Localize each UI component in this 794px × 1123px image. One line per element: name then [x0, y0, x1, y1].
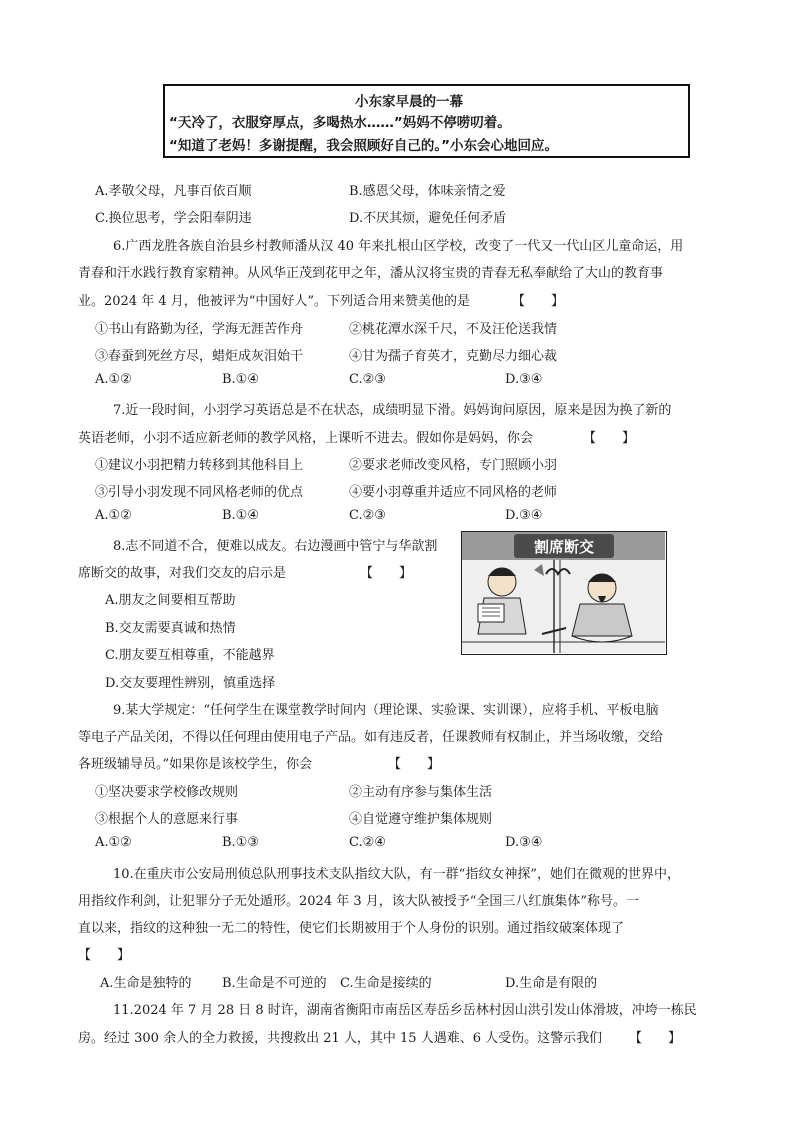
q10-stem-line-3: 直以来，指纹的这种独一无二的特性，使它们长期被用于个人身份的识别。通过指纹破案体现了: [78, 921, 625, 936]
q8-option-c[interactable]: C.朋友要互相尊重，不能越界: [105, 648, 275, 663]
q9-option-b[interactable]: B.①③: [222, 835, 259, 850]
q11-stem-line-2: 房。经过 300 余人的全力救援，共搜救出 21 人，其中 15 人遇难、6 人受伤。这警示我们: [78, 1031, 603, 1046]
q6-option-d[interactable]: D.③④: [505, 372, 543, 387]
q8-cartoon-image: [461, 531, 667, 655]
q8-option-d[interactable]: D.交友要理性辨别，慎重选择: [105, 676, 276, 691]
q9-stem-line-3: 各班级辅导员。”如果你是该校学生，你会: [78, 757, 313, 772]
q10-option-d[interactable]: D.生命是有限的: [505, 976, 598, 991]
q6-item-2: ②桃花潭水深千尺，不及汪伦送我情: [349, 322, 558, 337]
q5-option-a[interactable]: A.孝敬父母，凡事百依百顺: [95, 184, 252, 199]
q11-stem-line-1: 11.2024 年 7 月 28 日 8 时许，湖南省衡阳市南岳区寿岳乡岳林村因山洪引发山体滑坡，冲垮一栋民: [113, 1003, 697, 1018]
q7-stem-line-2: 英语老师，小羽不适应新老师的教学风格，上课听不进去。假如你是妈妈，你会: [78, 431, 534, 446]
q9-answer-bracket[interactable]: 【 】: [388, 757, 441, 772]
q7-item-3: ③引导小羽发现不同风格老师的优点: [95, 485, 304, 500]
q11-answer-bracket[interactable]: 【 】: [629, 1031, 682, 1046]
q7-stem-line-1: 7.近一段时间，小羽学习英语总是不在状态，成绩明显下滑。妈妈询问原因，原来是因为换了新的: [113, 403, 672, 418]
q5-option-d[interactable]: D.不厌其烦，避免任何矛盾: [349, 211, 507, 226]
q7-item-4: ④要小羽尊重并适应不同风格的老师: [349, 485, 558, 500]
q9-option-d[interactable]: D.③④: [505, 835, 543, 850]
q6-stem-line-2: 青春和汗水践行教育家精神。从风华正茂到花甲之年，潘从汉将宝贵的青春无私奉献给了大山的教育事: [78, 266, 664, 281]
q7-answer-bracket[interactable]: 【 】: [583, 431, 636, 446]
q10-option-a[interactable]: A.生命是独特的: [100, 976, 192, 991]
q6-answer-bracket[interactable]: 【 】: [512, 294, 565, 309]
q7-option-a[interactable]: A.①②: [95, 508, 132, 523]
q7-item-2: ②要求老师改变风格，专门照顾小羽: [349, 458, 558, 473]
q10-stem-line-2: 用指纹作利剑，让犯罪分子无处遁形。2024 年 3 月，该大队被授予“全国三八红旗集体”称号。一: [78, 894, 640, 909]
q7-item-1: ①建议小羽把精力转移到其他科目上: [95, 458, 304, 473]
q6-item-4: ④甘为孺子育英才，克勤尽力细心裁: [349, 349, 558, 364]
q9-option-c[interactable]: C.②④: [349, 835, 386, 850]
q8-stem-line-1: 8.志不同道不合，便难以成友。右边漫画中管宁与华歆割: [113, 539, 438, 554]
q10-answer-bracket[interactable]: 【 】: [78, 948, 131, 963]
q6-option-c[interactable]: C.②③: [349, 372, 386, 387]
q6-item-3: ③春蚕到死丝方尽，蜡炬成灰泪始干: [95, 349, 304, 364]
scenario-box: [163, 84, 690, 158]
cartoon-title: 割席断交: [533, 538, 595, 556]
scenario-line-1: “天冷了，衣服穿厚点，多喝热水……”妈妈不停唠叨着。: [169, 115, 511, 131]
q7-option-b[interactable]: B.①④: [222, 508, 259, 523]
q9-stem-line-1: 9.某大学规定：“任何学生在课堂教学时间内（理论课、实验课、实训课），应将手机、平板电脑: [113, 703, 659, 718]
q9-option-a[interactable]: A.①②: [95, 835, 132, 850]
cartoon-illustration: [462, 532, 665, 653]
q9-item-3: ③根据个人的意愿来行事: [95, 812, 239, 827]
q6-stem-line-3: 业。2024 年 4 月，他被评为“中国好人”。下列适合用来赞美他的是: [78, 294, 471, 309]
q8-option-b[interactable]: B.交友需要真诚和热情: [105, 621, 236, 636]
q6-item-1: ①书山有路勤为径，学海无涯苦作舟: [95, 322, 304, 337]
q5-option-b[interactable]: B.感恩父母，体味亲情之爱: [349, 184, 506, 199]
q8-answer-bracket[interactable]: 【 】: [360, 566, 413, 581]
q9-item-2: ②主动有序参与集体生活: [349, 785, 493, 800]
q7-option-c[interactable]: C.②③: [349, 508, 386, 523]
q9-item-4: ④自觉遵守维护集体规则: [349, 812, 493, 827]
q9-item-1: ①坚决要求学校修改规则: [95, 785, 239, 800]
q7-option-d[interactable]: D.③④: [505, 508, 543, 523]
q5-option-c[interactable]: C.换位思考，学会阳奉阴违: [95, 211, 252, 226]
q6-option-a[interactable]: A.①②: [95, 372, 132, 387]
q8-option-a[interactable]: A.朋友之间要相互帮助: [105, 593, 236, 608]
q9-stem-line-2: 等电子产品关闭，不得以任何理由使用电子产品。如有违反者，任课教师有权制止，并当场收缴，交给: [78, 730, 664, 745]
q6-stem-line-1: 6.广西龙胜各族自治县乡村教师潘从汉 40 年来扎根山区学校，改变了一代又一代山区儿童命运，用: [113, 239, 684, 254]
q10-stem-line-1: 10.在重庆市公安局刑侦总队刑事技术支队指纹大队，有一群“指纹女神探”，她们在微观的世界中，: [113, 867, 680, 882]
q6-option-b[interactable]: B.①④: [222, 372, 259, 387]
scenario-line-2: “知道了老妈！多谢提醒，我会照顾好自己的。”小东会心地回应。: [169, 138, 558, 154]
scenario-title: 小东家早晨的一幕: [355, 94, 463, 110]
q8-stem-line-2: 席断交的故事，对我们交友的启示是: [78, 566, 287, 581]
q10-option-c[interactable]: C.生命是接续的: [340, 976, 432, 991]
q10-option-b[interactable]: B.生命是不可逆的: [222, 976, 327, 991]
